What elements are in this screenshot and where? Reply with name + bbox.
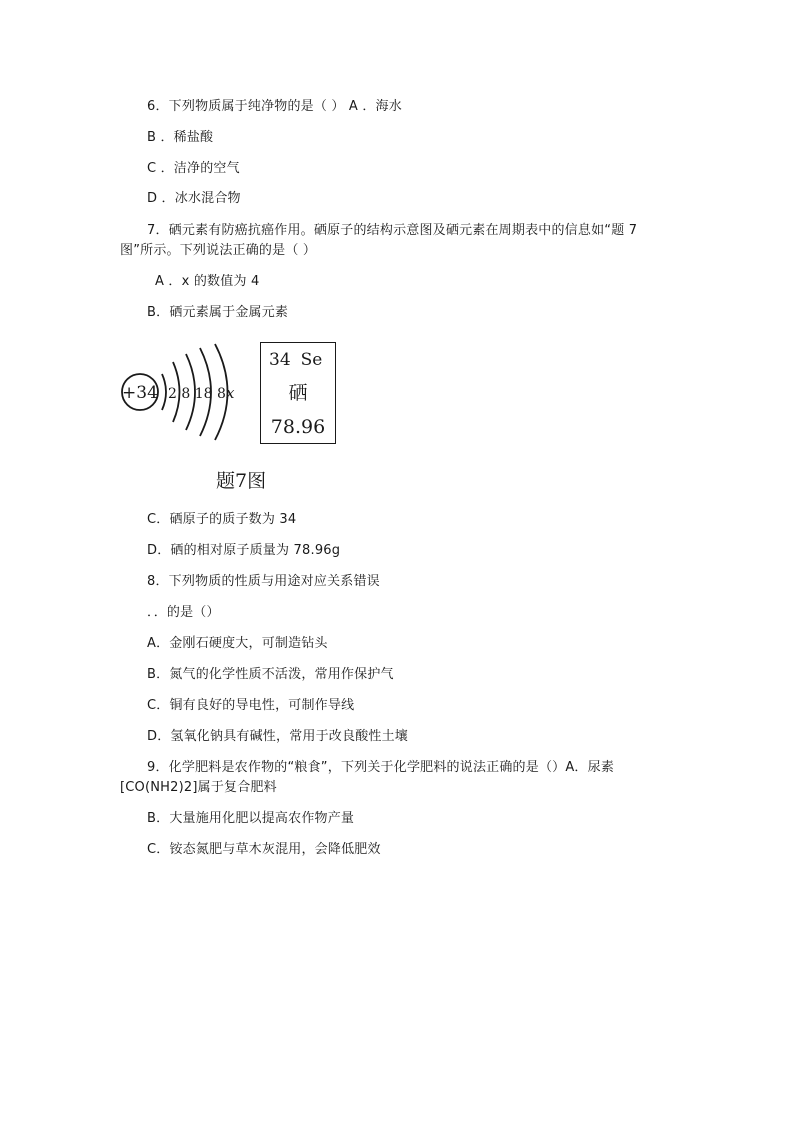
q8-option-b: B．氮气的化学性质不活泼，常用作保护气 <box>147 667 394 682</box>
q9-option-c: C．铵态氮肥与草木灰混用，会降低肥效 <box>147 842 381 857</box>
electron-shell-1 <box>162 374 166 410</box>
q8-option-d: D．氢氧化钠具有碱性，常用于改良酸性土壤 <box>147 729 409 744</box>
q7-option-d: D．硒的相对原子质量为 78.96g <box>147 543 341 558</box>
element-name: 硒 <box>288 382 308 404</box>
q9-option-b: B．大量施用化肥以提高农作物产量 <box>147 811 355 826</box>
q7-option-a: A ．x 的数值为 4 <box>155 274 260 289</box>
atomic-number: 34 <box>269 350 291 370</box>
q6-option-b: B ．稀盐酸 <box>147 130 214 145</box>
q8-stem: 8．下列物质的性质与用途对应关系错误 <box>147 574 380 589</box>
nucleus-label: +34 <box>122 383 158 403</box>
q7-stem-line2: 图”所示。下列说法正确的是（ ） <box>120 243 317 258</box>
shell-electron-x: x <box>226 384 235 402</box>
q9-stem-line2: [CO(NH2)2]属于复合肥料 <box>120 780 277 795</box>
q6-option-d: D ．冰水混合物 <box>147 191 241 206</box>
q7-option-c: C．硒原子的质子数为 34 <box>147 512 297 527</box>
atomic-mass: 78.96 <box>270 416 326 438</box>
figure-caption: 题7图 <box>216 470 267 492</box>
element-symbol: Se <box>300 350 323 370</box>
q9-stem-line1: 9．化学肥料是农作物的“粮食”，下列关于化学肥料的说法正确的是（）A．尿素 <box>147 760 615 775</box>
q8-option-a: A．金刚石硬度大，可制造钻头 <box>147 636 328 651</box>
q6-option-c: C ．洁净的空气 <box>147 161 240 176</box>
q8-option-c: C．铜有良好的导电性，可制作导线 <box>147 698 355 713</box>
periodic-table-cell <box>260 342 336 444</box>
q8-stem-continued: ．．的是（） <box>147 605 220 620</box>
q7-stem-line1: 7．硒元素有防癌抗癌作用。硒原子的结构示意图及硒元素在周期表中的信息如“题 7 <box>147 223 638 238</box>
q6-stem: 6．下列物质属于纯净物的是（ ） A ．海水 <box>147 99 402 114</box>
q7-option-b: B．硒元素属于金属元素 <box>147 305 289 320</box>
shell-electron-counts: 2 8 18 8 <box>168 386 226 402</box>
